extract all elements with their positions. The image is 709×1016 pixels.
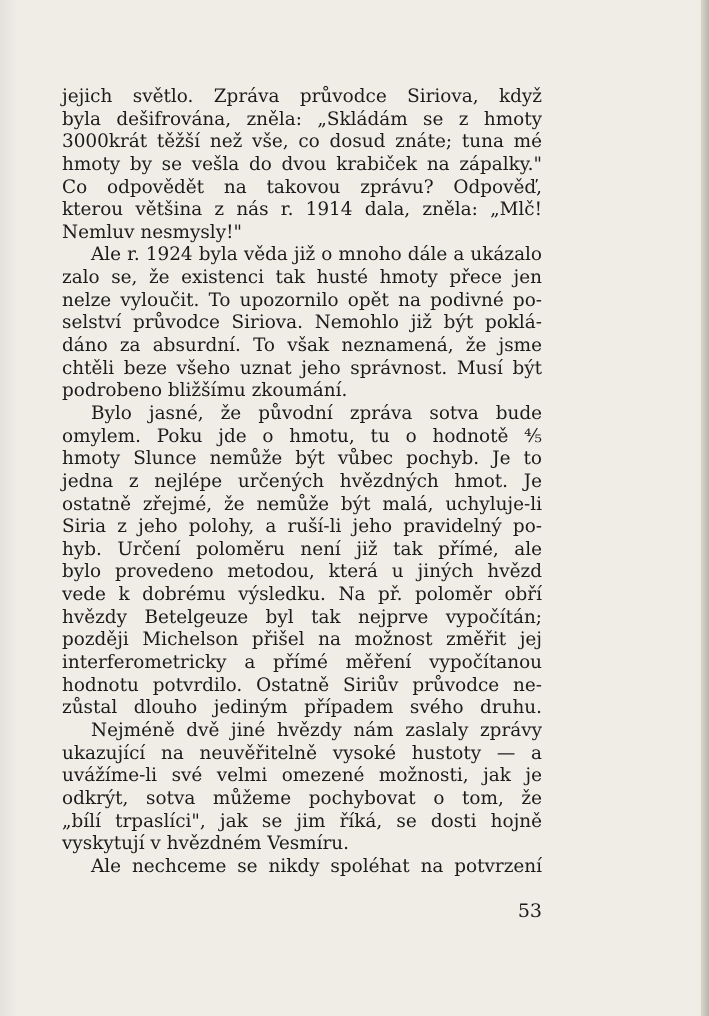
text-line: jedna z nejlépe určených hvězdných hmot. Je bbox=[62, 470, 542, 492]
text-line: Ale nechceme se nikdy spoléhat na potvrzení bbox=[91, 855, 542, 877]
text-line: hyb. Určení poloměru není již tak přímé, ale bbox=[62, 538, 542, 560]
text-line: ukazující na neuvěřitelně vysoké hustoty — a bbox=[62, 742, 542, 764]
text-line: jejich světlo. Zpráva průvodce Siriova, když bbox=[62, 86, 542, 107]
text-line: hmoty by se vešla do dvou krabiček na zápalky." bbox=[62, 153, 542, 175]
text-line: hmoty Slunce nemůže být vůbec pochyb. Je to bbox=[62, 448, 542, 470]
text-line: vede k dobrému výsledku. Na př. poloměr obří bbox=[62, 584, 542, 606]
text-line: Bylo jasné, že původní zpráva sotva bude bbox=[91, 402, 542, 424]
text-line: nelze vyloučit. To upozornilo opět na podivné po- bbox=[62, 289, 542, 311]
text-line: ostatně zřejmé, že nemůže být malá, uchyluje-li bbox=[62, 493, 542, 515]
text-line: Ale r. 1924 byla věda již o mnoho dále a ukázalo bbox=[91, 244, 542, 266]
text-line: byla dešifrována, zněla: „Skládám se z hmoty bbox=[62, 108, 542, 130]
text-line: podrobeno bližšímu zkoumání. bbox=[62, 380, 348, 402]
text-line: omylem. Poku jde o hmotu, tu o hodnotě ⅘ bbox=[62, 425, 542, 447]
text-line: interferometricky a přímé měření vypočítanou bbox=[62, 652, 542, 674]
text-line: Siria z jeho polohy, a ruší-li jeho pravidelný po- bbox=[62, 516, 542, 538]
text-line: zalo se, že existenci tak husté hmoty přece jen bbox=[62, 267, 542, 289]
text-line: bylo provedeno metodou, která u jiných hvězd bbox=[62, 561, 542, 583]
text-line: hodnotu potvrdilo. Ostatně Siriův průvodce ne- bbox=[62, 674, 542, 696]
page-edge-shadow bbox=[701, 0, 709, 1016]
text-line: později Michelson přišel na možnost změřit jej bbox=[62, 629, 542, 651]
text-line: Co odpovědět na takovou zprávu? Odpověď, bbox=[62, 176, 542, 198]
text-line: vyskytují v hvězdném Vesmíru. bbox=[62, 833, 349, 855]
text-line: hvězdy Betelgeuze byl tak nejprve vypočítán; bbox=[62, 606, 542, 628]
text-line: kterou většina z nás r. 1914 dala, zněla: „Mlč! bbox=[62, 199, 542, 221]
page-number: 53 bbox=[517, 900, 542, 922]
text-line: zůstal dlouho jediným případem svého druhu. bbox=[62, 697, 542, 719]
text-line: uvážíme-li své velmi omezené možnosti, jak je bbox=[62, 765, 542, 787]
text-line: 3000krát těžší než vše, co dosud znáte; tuna mé bbox=[62, 131, 542, 153]
text-line: Nemluv nesmysly!" bbox=[62, 221, 242, 243]
text-line: dáno za absurdní. To však neznamená, že jsme bbox=[62, 335, 542, 357]
text-line: odkrýt, sotva můžeme pochybovat o tom, že bbox=[62, 787, 542, 809]
text-line: chtěli beze všeho uznat jeho správnost. Musí být bbox=[62, 357, 542, 379]
text-line: selství průvodce Siriova. Nemohlo již být poklá- bbox=[62, 312, 542, 334]
text-line: Nejméně dvě jiné hvězdy nám zaslaly zprávy bbox=[91, 719, 542, 741]
text-line: „bílí trpaslíci", jak se jim říká, se dosti hojně bbox=[62, 810, 542, 832]
body-text bbox=[62, 86, 542, 878]
